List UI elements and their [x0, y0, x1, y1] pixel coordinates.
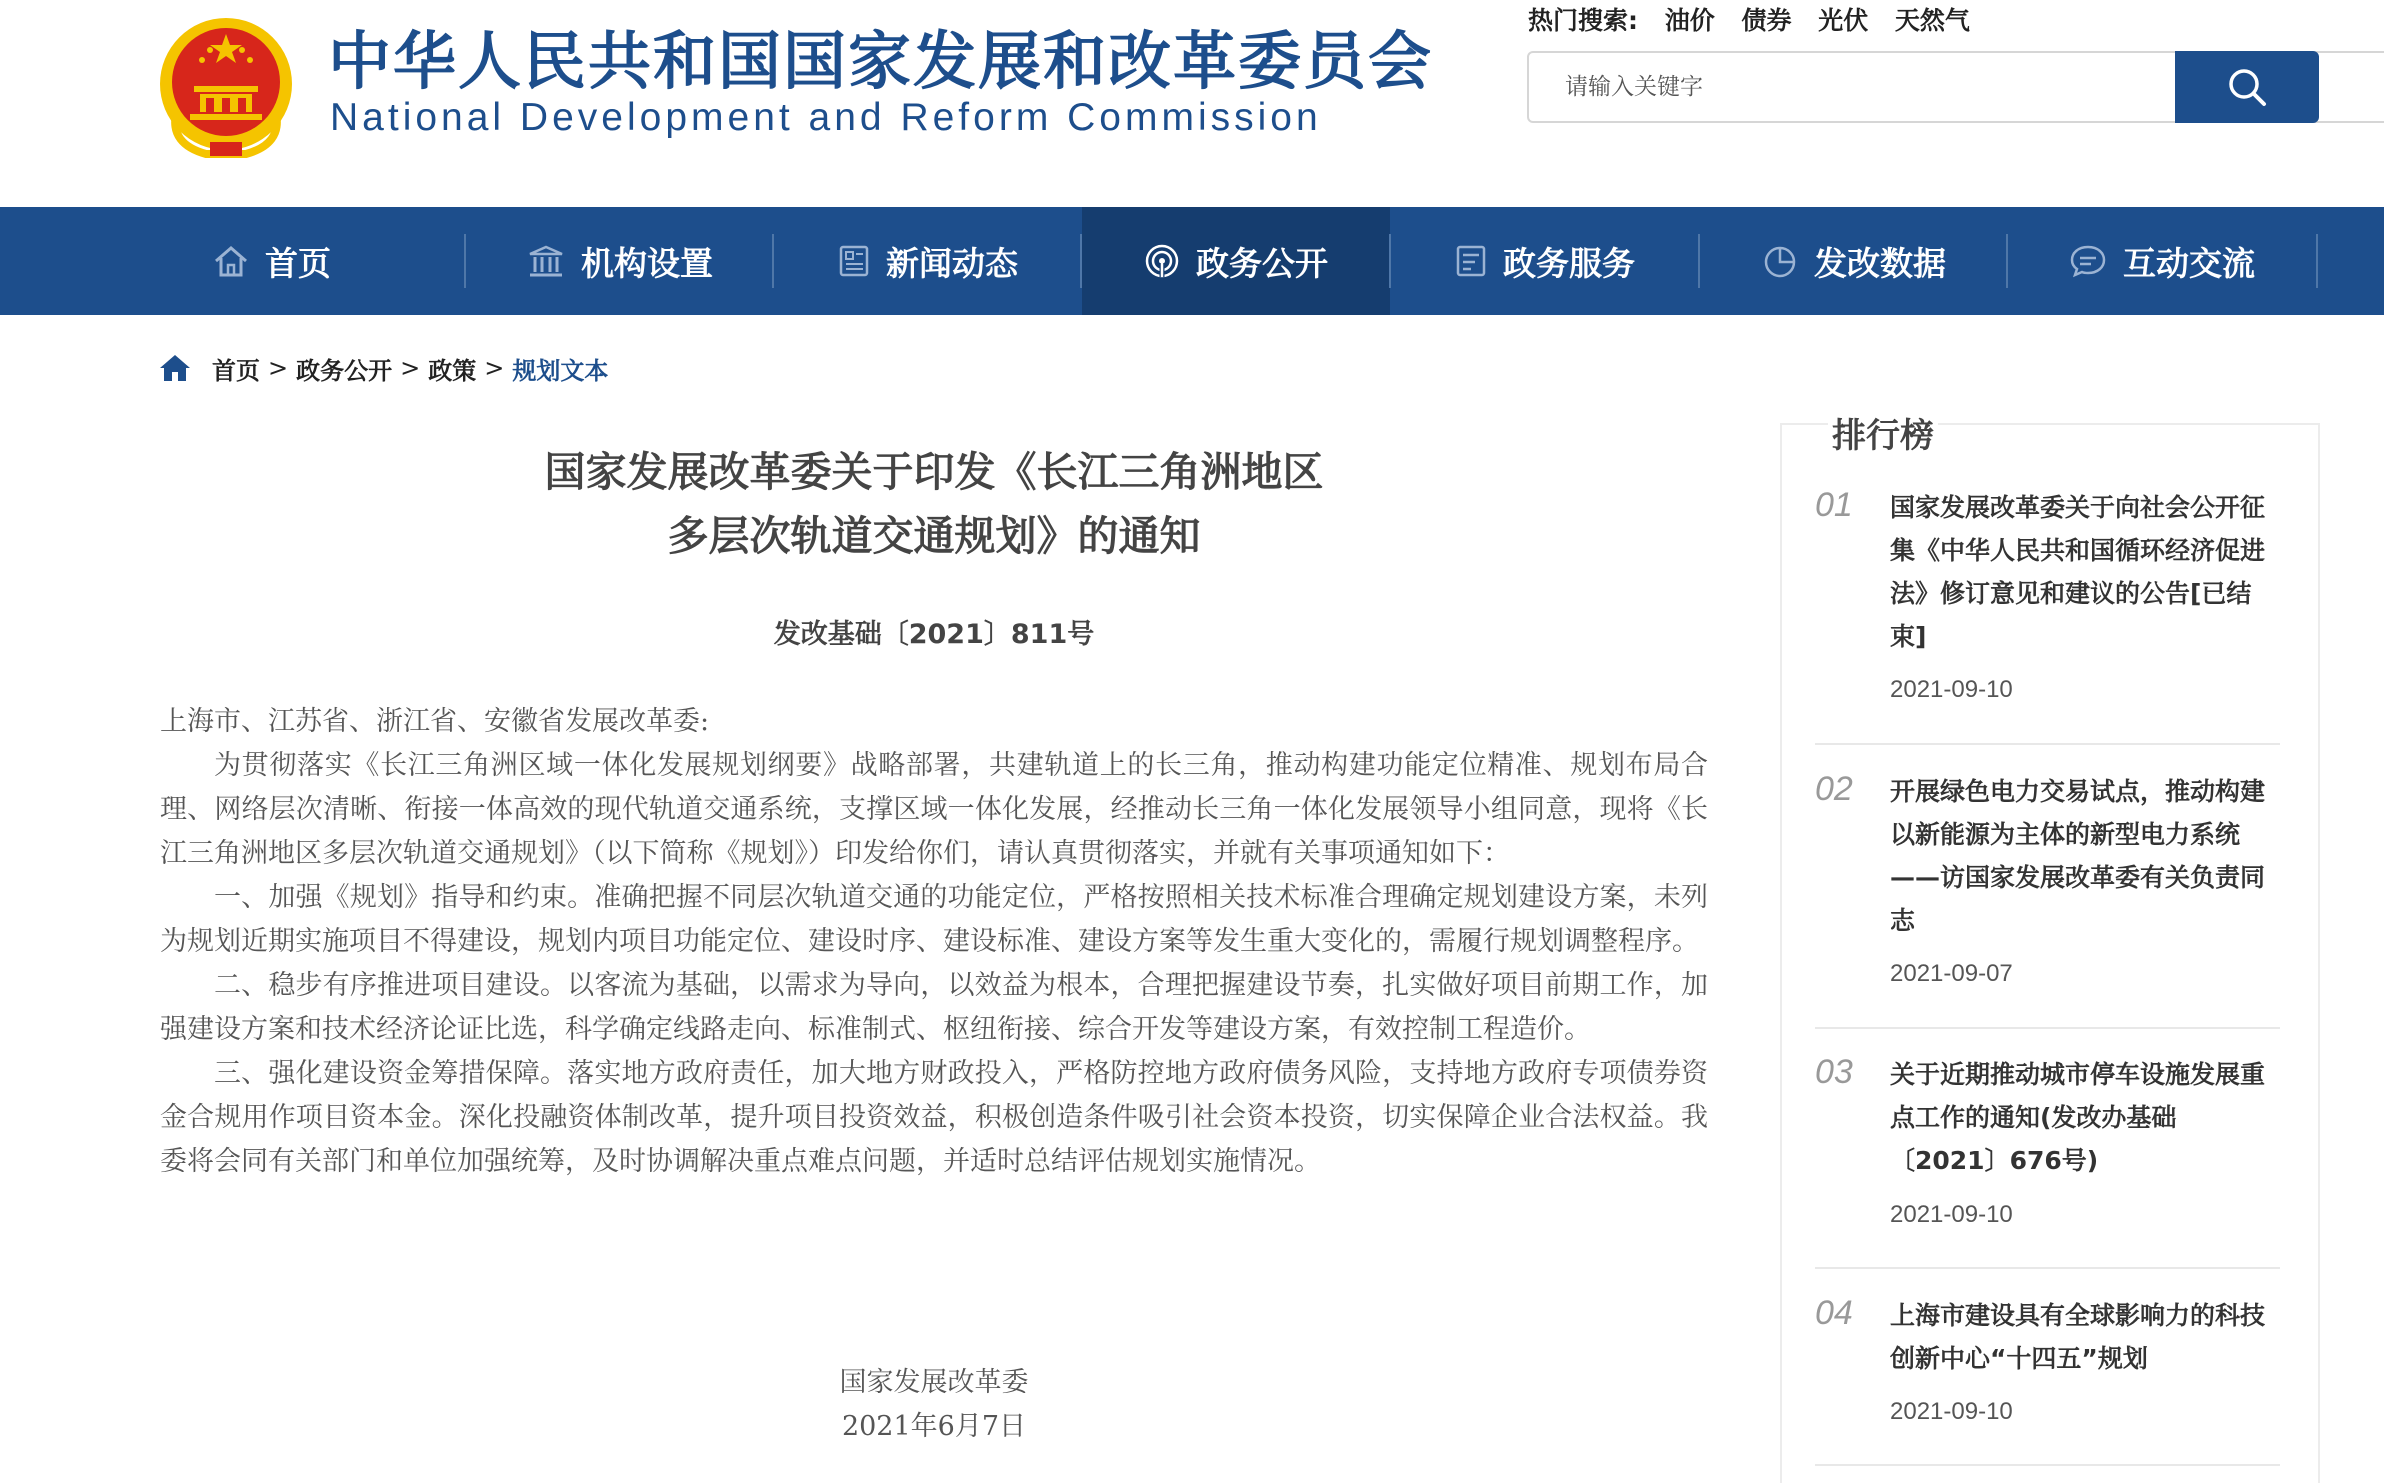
nav-news-label: 新闻动态	[886, 243, 1018, 283]
document-number: 发改基础〔2021〕811号	[773, 619, 1095, 650]
ranking-link[interactable]: 国家发展改革委关于向社会公开征集《中华人民共和国循环经济促进法》修订意见和建议的公告[已结束]	[1890, 493, 2266, 651]
hot-search	[1528, 6, 1970, 36]
nav-home-label: 首页	[265, 243, 331, 283]
ranking-date: 2021-09-10	[1890, 1398, 2013, 1425]
hot-keyword-link[interactable]: 油价	[1664, 6, 1715, 35]
article-paragraph: 一、加强《规划》指导和约束。准确把握不同层次轨道交通的功能定位，严格按照相关技术标准合理确定规划建设方案，未列为规划近期实施项目不得建设，规划内项目功能定位、建设时序、建设标准、建设方案等发生重大变化的，需履行规划调整程序。	[160, 882, 1708, 957]
document-icon	[1455, 244, 1487, 278]
breadcrumb-separator: >	[484, 354, 505, 382]
site-title-cn[interactable]: 中华人民共和国国家发展和改革委员会	[328, 25, 1433, 98]
hot-keyword-link[interactable]: 天然气	[1894, 6, 1970, 35]
ranking-link[interactable]: 开展绿色电力交易试点，推动构建以新能源为主体的新型电力系统——访国家发展改革委有关负责同志	[1890, 777, 2266, 935]
article-paragraph: 三、强化建设资金筹措保障。落实地方政府责任，加大地方财政投入，严格防控地方政府债务风险，支持地方政府专项债券资金合规用作项目资本金。深化投融资体制改革，提升项目投资效益，积极创造条件吸引社会资本投资，切实保障企业合法权益。我委将会同有关部门和单位加强统筹，及时协调解决重点难点问题，并适时总结评估规划实施情况。	[160, 1058, 1708, 1177]
broadcast-icon	[1144, 243, 1180, 279]
main-nav	[0, 207, 2384, 315]
ranking-title: 排行榜	[1828, 408, 1938, 457]
news-icon	[838, 244, 870, 278]
ranking-number: 02	[1815, 770, 1853, 808]
breadcrumb-government-affairs[interactable]: 政务公开	[296, 356, 393, 385]
ranking-number: 01	[1815, 486, 1853, 524]
nav-interaction-label: 互动交流	[2123, 243, 2255, 283]
site-header	[0, 0, 2384, 207]
ranking-divider	[1815, 1464, 2280, 1466]
nav-services[interactable]	[1391, 207, 1699, 315]
article-paragraph: 为贯彻落实《长江三角洲区域一体化发展规划纲要》战略部署，共建轨道上的长三角，推动构建功能定位精准、规划布局合理、网络层次清晰、衔接一体高效的现代轨道交通系统，支撑区域一体化发展，经推动长三角一体化发展领导小组同意，现将《长江三角洲地区多层次轨道交通规划》（以下简称《规划》）印发给你们，请认真贯彻落实，并就有关事项通知如下：	[160, 750, 1708, 869]
nav-government-affairs[interactable]	[1082, 207, 1390, 315]
ranking-divider	[1815, 1027, 2280, 1029]
breadcrumb-separator: >	[400, 354, 421, 382]
nav-organization-label: 机构设置	[581, 243, 713, 283]
ranking-date: 2021-09-07	[1890, 960, 2013, 987]
breadcrumb-planning-texts[interactable]: 规划文本	[512, 356, 609, 385]
nav-services-label: 政务服务	[1503, 243, 1635, 283]
ranking-divider	[1815, 743, 2280, 745]
pie-chart-icon	[1762, 243, 1798, 279]
search-button[interactable]	[2175, 51, 2319, 123]
breadcrumb-separator: >	[268, 354, 289, 382]
home-icon	[213, 244, 249, 278]
hot-keyword-link[interactable]: 债券	[1741, 6, 1792, 35]
search-input[interactable]	[1529, 53, 2174, 121]
hot-keyword-link[interactable]: 光伏	[1818, 6, 1869, 35]
breadcrumb-policy[interactable]: 政策	[428, 356, 477, 385]
chat-icon	[2069, 244, 2107, 278]
nav-home[interactable]	[118, 207, 426, 315]
nav-news[interactable]	[774, 207, 1082, 315]
national-emblem-icon[interactable]	[158, 14, 294, 160]
article-paragraph: 二、稳步有序推进项目建设。以客流为基础，以需求为导向，以效益为根本，合理把握建设节奏，扎实做好项目前期工作，加强建设方案和技术经济论证比选，科学确定线路走向、标准制式、枢纽衔接、综合开发等建设方案，有效控制工程造价。	[160, 970, 1708, 1045]
site-title-en[interactable]: National Development and Reform Commission	[330, 96, 1322, 139]
article-body	[160, 700, 1708, 1184]
ranking-date: 2021-09-10	[1890, 1201, 2013, 1228]
ranking-link[interactable]: 上海市建设具有全球影响力的科技创新中心“十四五”规划	[1890, 1301, 2266, 1373]
nav-data[interactable]	[1700, 207, 2008, 315]
nav-divider	[2316, 234, 2318, 288]
ranking-divider	[1815, 1267, 2280, 1269]
ranking-number: 03	[1815, 1053, 1853, 1091]
article-date: 2021年6月7日	[841, 1411, 1027, 1442]
ranking-link[interactable]: 关于近期推动城市停车设施发展重点工作的通知(发改办基础〔2021〕676号)	[1890, 1060, 2266, 1175]
breadcrumb	[158, 350, 608, 386]
ranking-date: 2021-09-10	[1890, 676, 2013, 703]
article-addressee: 上海市、江苏省、浙江省、安徽省发展改革委:	[160, 706, 710, 737]
hot-search-label: 热门搜索:	[1528, 6, 1638, 35]
nav-data-label: 发改数据	[1814, 243, 1946, 283]
breadcrumb-home[interactable]: 首页	[212, 356, 260, 385]
nav-government-affairs-label: 政务公开	[1196, 243, 1328, 283]
article-title-line1: 国家发展改革委关于印发《长江三角洲地区	[544, 448, 1324, 496]
search-icon	[2226, 66, 2268, 108]
article-signature: 国家发展改革委	[839, 1367, 1029, 1398]
building-icon	[527, 244, 565, 278]
nav-interaction[interactable]	[2008, 207, 2316, 315]
home-icon[interactable]	[158, 353, 192, 383]
nav-organization[interactable]	[466, 207, 774, 315]
article-title-line2: 多层次轨道交通规划》的通知	[667, 512, 1201, 560]
ranking-number: 04	[1815, 1294, 1853, 1332]
